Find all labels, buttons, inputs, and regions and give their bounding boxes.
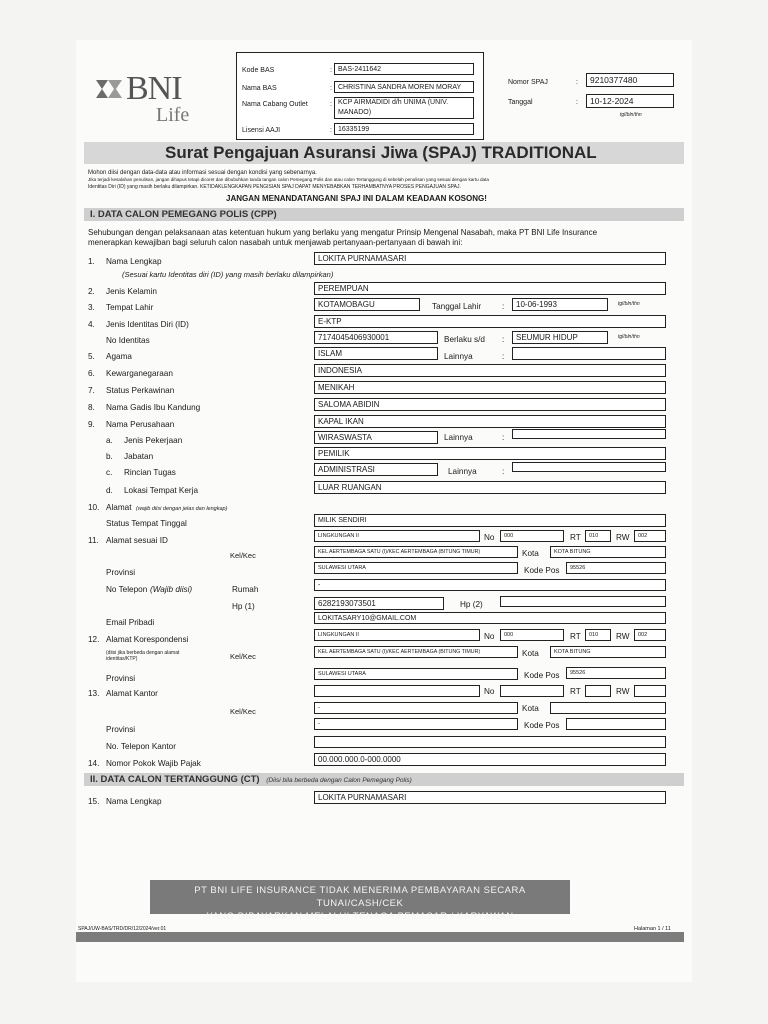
no-label: No xyxy=(484,632,495,641)
alamat-id-field[interactable]: LINGKUNGAN II xyxy=(314,530,480,542)
kantor-kodepos-field[interactable] xyxy=(566,718,666,730)
lainnya-label: Lainnya xyxy=(444,352,473,361)
lokasi-kerja-field[interactable]: LUAR RUANGAN xyxy=(314,481,666,494)
rt-label: RT xyxy=(570,687,581,696)
item-number: 4. xyxy=(88,320,95,329)
no-label: No xyxy=(484,533,495,542)
rumah-label: Rumah xyxy=(232,585,259,594)
nomor-spaj-field[interactable]: 9210377480 xyxy=(586,73,674,87)
rw-label: RW xyxy=(616,632,630,641)
provinsi-label: Provinsi xyxy=(106,568,136,577)
hp1-label: Hp (1) xyxy=(232,602,255,611)
lokasi-kerja-label: Lokasi Tempat Kerja xyxy=(124,486,199,495)
agama-lainnya-field[interactable] xyxy=(512,347,666,360)
pekerjaan-lainnya-field[interactable] xyxy=(512,429,666,439)
nama-bas-label: Nama BAS xyxy=(242,85,277,92)
ct-nama-field[interactable]: LOKITA PURNAMASARI xyxy=(314,791,666,804)
kantor-kelkec-field[interactable]: - xyxy=(314,702,518,714)
korespondensi-rw-field[interactable]: 002 xyxy=(634,629,666,641)
telepon-note: (Wajib diisi) xyxy=(150,585,193,594)
provinsi-label: Provinsi xyxy=(106,725,136,734)
berlaku-label: Berlaku s/d xyxy=(444,335,485,344)
alamat-id-label: Alamat sesuai ID xyxy=(106,536,168,545)
item-number: 15. xyxy=(88,797,100,806)
nama-note: (Sesuai kartu Identitas diri (ID) yang masih berlaku dilampirkan) xyxy=(122,270,334,279)
status-perkawinan-label: Status Perkawinan xyxy=(106,386,175,395)
korespondensi-kelkec-field[interactable]: KEL AERTEMBAGA SATU (I)/KEC AERTEMBAGA (BITUNG TIMUR) xyxy=(314,646,518,658)
alamat-id-no-field[interactable]: 000 xyxy=(500,530,564,542)
hp2-label: Hp (2) xyxy=(460,600,483,609)
section-2-note: (Diisi bila berbeda dengan Calon Pemegang Polis) xyxy=(266,777,412,784)
rt-label: RT xyxy=(570,533,581,542)
item-number: 2. xyxy=(88,287,95,296)
alamat-id-rt-field[interactable]: 010 xyxy=(585,530,611,542)
instruction-line-1: Mohon diisi dengan data-data atau informasi sesuai dengan kondisi yang sebenarnya. xyxy=(88,170,317,176)
lisensi-field[interactable]: 16335199 xyxy=(334,123,474,135)
date-format-hint: tgl/bln/thn xyxy=(618,334,640,340)
item-number: 10. xyxy=(88,503,100,512)
korespondensi-provinsi-field[interactable]: SULAWESI UTARA xyxy=(314,668,518,680)
alamat-id-rw-field[interactable]: 002 xyxy=(634,530,666,542)
kodepos-label: Kode Pos xyxy=(524,671,560,680)
section-1-header: I. DATA CALON PEMEGANG POLIS (CPP) xyxy=(84,208,684,221)
instruction-line-3: Identitas Diri (ID) yang masih berlaku dilampirkan. KETIDAKLENGKAPAN PENGISIAN SPAJ DAPAT MENYEBABKAN TERHAMBATNYA PROSES PENGAJUAN SPAJ. xyxy=(88,184,461,190)
rt-label: RT xyxy=(570,632,581,641)
kantor-kota-field[interactable] xyxy=(550,702,666,714)
kantor-rt-field[interactable] xyxy=(585,685,611,697)
kodepos-label: Kode Pos xyxy=(524,566,560,575)
page-title: Surat Pengajuan Asuransi Jiwa (SPAJ) TRADITIONAL xyxy=(165,143,597,162)
agama-label: Agama xyxy=(106,352,132,361)
rw-label: RW xyxy=(616,533,630,542)
provinsi-label: Provinsi xyxy=(106,674,136,683)
ct-nama-label: Nama Lengkap xyxy=(106,797,162,806)
nama-bas-field[interactable]: CHRISTINA SANDRA MOREN MORAY xyxy=(334,81,474,93)
alamat-id-provinsi-field[interactable]: SULAWESI UTARA xyxy=(314,562,518,574)
sub-item-letter: b. xyxy=(106,452,113,461)
no-label: No xyxy=(484,687,495,696)
kewarganegaraan-label: Kewarganegaraan xyxy=(106,369,173,378)
perusahaan-label: Nama Perusahaan xyxy=(106,420,175,429)
npwp-field[interactable]: 00.000.000.0-000.0000 xyxy=(314,753,666,766)
cabang-label: Nama Cabang Outlet xyxy=(242,101,308,108)
lainnya-label: Lainnya xyxy=(444,433,473,442)
lainnya-label: Lainnya xyxy=(448,467,477,476)
jenis-identitas-label: Jenis Identitas Diri (ID) xyxy=(106,320,189,329)
no-identitas-field[interactable]: 7174045406930001 xyxy=(314,331,438,344)
form-code: SPAJ/UW-BAS/TRD/DR/12/2024/ver.01 xyxy=(78,926,167,932)
section-1-intro-2: menerapkan kewajiban bagi seluruh calon nasabah untuk menjawab pertanyaan-pertanyaan di bawah ini: xyxy=(88,238,463,247)
kantor-rw-field[interactable] xyxy=(634,685,666,697)
banner-line-2: YANG DIBAYARKAN MELALUI TENAGA PEMASAR / KARYAWAN xyxy=(206,911,514,922)
jenis-kelamin-label: Jenis Kelamin xyxy=(106,287,157,296)
telepon-label: No Telepon xyxy=(106,585,148,594)
hp2-field[interactable] xyxy=(500,596,666,607)
instruction-line-2: Jika terjadi kesalahan penulisan, jangan dihapus tetapi dicoret dan dibubuhkan tanda tangan calon Pemegang Polis dan atau calon Tertanggung di sebelah penulisan yang sesuai dengan kartu data xyxy=(88,177,489,182)
korespondensi-rt-field[interactable]: 010 xyxy=(585,629,611,641)
berlaku-field[interactable]: SEUMUR HIDUP xyxy=(512,331,608,344)
banner-line-1: PT BNI LIFE INSURANCE TIDAK MENERIMA PEMBAYARAN SECARA TUNAI/CASH/CEK xyxy=(194,885,526,909)
jenis-identitas-field[interactable]: E-KTP xyxy=(314,315,666,328)
section-2-header xyxy=(84,773,684,786)
kewarganegaraan-field[interactable]: INDONESIA xyxy=(314,364,666,377)
kodepos-label: Kode Pos xyxy=(524,721,560,730)
tempat-lahir-label: Tempat Lahir xyxy=(106,303,154,312)
footer-bar xyxy=(76,932,684,942)
rincian-tugas-field[interactable]: ADMINISTRASI xyxy=(314,463,438,476)
alamat-kantor-label: Alamat Kantor xyxy=(106,689,158,698)
page-number: Halaman 1 / 11 xyxy=(634,926,671,932)
jenis-kelamin-field[interactable]: PEREMPUAN xyxy=(314,282,666,295)
telepon-kantor-field[interactable] xyxy=(314,736,666,748)
item-number: 5. xyxy=(88,352,95,361)
kantor-provinsi-field[interactable]: - xyxy=(314,718,518,730)
tugas-lainnya-field[interactable] xyxy=(512,462,666,472)
npwp-label: Nomor Pokok Wajib Pajak xyxy=(106,759,201,768)
jabatan-field[interactable]: PEMILIK xyxy=(314,447,666,460)
alamat-id-kelkec-field[interactable]: KEL AERTEMBAGA SATU (I)/KEC AERTEMBAGA (BITUNG TIMUR) xyxy=(314,546,518,558)
nama-lengkap-label: Nama Lengkap xyxy=(106,257,162,266)
kode-bas-label: Kode BAS xyxy=(242,67,275,74)
agama-field[interactable]: ISLAM xyxy=(314,347,438,360)
sub-item-letter: c. xyxy=(106,468,113,477)
hp1-field[interactable]: 6282193073501 xyxy=(314,597,444,610)
alamat-label: Alamat xyxy=(106,503,132,512)
date-format-hint: tgl/bln/thn xyxy=(620,112,642,118)
bni-logo-icon xyxy=(94,76,124,102)
kelkec-label: Kel/Kec xyxy=(230,652,256,661)
kode-bas-field[interactable]: BAS-2411642 xyxy=(334,63,474,75)
ibu-kandung-label: Nama Gadis Ibu Kandung xyxy=(106,403,201,412)
item-number: 11. xyxy=(88,536,99,545)
item-number: 3. xyxy=(88,303,95,312)
kantor-alamat-field[interactable] xyxy=(314,685,480,697)
sub-item-letter: d. xyxy=(106,486,113,495)
logo-brand: BNI xyxy=(126,70,182,107)
status-tinggal-field[interactable]: MILIK SENDIRI xyxy=(314,514,666,527)
status-perkawinan-field[interactable]: MENIKAH xyxy=(314,381,666,394)
section-1-intro-1: Sehubungan dengan pelaksanaan atas ketentuan hukum yang berlaku yang mengatur Prinsip Mengenal Nasabah, maka PT BNI Life Insurance xyxy=(88,228,598,237)
item-number: 12. xyxy=(88,635,100,644)
email-label: Email Pribadi xyxy=(106,618,155,627)
cash-warning-banner xyxy=(150,880,570,922)
bni-life-logo xyxy=(92,70,202,130)
item-number: 14. xyxy=(88,759,100,768)
item-number: 9. xyxy=(88,420,95,429)
item-number: 6. xyxy=(88,369,95,378)
ibu-kandung-field[interactable]: SALOMA ABIDIN xyxy=(314,398,666,411)
section-2-title: II. DATA CALON TERTANGGUNG (CT) xyxy=(90,774,260,785)
sub-item-letter: a. xyxy=(106,436,113,445)
perusahaan-field[interactable]: KAPAL IKAN xyxy=(314,415,666,428)
item-number: 8. xyxy=(88,403,95,412)
jabatan-label: Jabatan xyxy=(124,452,154,461)
alamat-id-kodepos-field[interactable]: 95526 xyxy=(566,562,666,574)
kota-label: Kota xyxy=(522,649,539,658)
tanggal-lahir-field[interactable]: 10-06-1993 xyxy=(512,298,608,311)
jenis-pekerjaan-label: Jenis Pekerjaan xyxy=(124,436,183,445)
lisensi-label: Lisensi AAJI xyxy=(242,127,281,134)
cabang-field[interactable]: KCP AIRMADIDI d/h UNIMA (UNIV. MANADO) xyxy=(334,97,474,119)
email-field[interactable]: LOKITASARY10@GMAIL.COM xyxy=(314,612,666,624)
no-identitas-label: No Identitas xyxy=(106,336,150,345)
jenis-pekerjaan-field[interactable]: WIRASWASTA xyxy=(314,431,438,444)
status-tinggal-label: Status Tempat Tinggal xyxy=(106,519,187,528)
rincian-tugas-label: Rincian Tugas xyxy=(124,468,176,477)
item-number: 7. xyxy=(88,386,95,395)
telepon-kantor-label: No. Telepon Kantor xyxy=(106,742,176,751)
alamat-note: (wajib diisi dengan jelas dan lengkap) xyxy=(136,506,228,512)
item-number: 1. xyxy=(88,257,95,266)
alamat-id-kota-field[interactable]: KOTA BITUNG xyxy=(550,546,666,558)
kelkec-label: Kel/Kec xyxy=(230,551,256,560)
date-format-hint: tgl/bln/thn xyxy=(618,301,640,307)
logo-sub: Life xyxy=(156,104,190,126)
korespondensi-alamat-field[interactable]: LINGKUNGAN II xyxy=(314,629,480,641)
tempat-lahir-field[interactable]: KOTAMOBAGU xyxy=(314,298,420,311)
korespondensi-kodepos-field[interactable]: 95526 xyxy=(566,667,666,679)
kota-label: Kota xyxy=(522,549,539,558)
warning-text: JANGAN MENANDATANGANI SPAJ INI DALAM KEADAAN KOSONG! xyxy=(226,194,487,203)
kantor-no-field[interactable] xyxy=(500,685,564,697)
korespondensi-kota-field[interactable]: KOTA BITUNG xyxy=(550,646,666,658)
tanggal-lahir-label: Tanggal Lahir xyxy=(432,302,482,311)
item-number: 13. xyxy=(88,689,100,698)
nama-lengkap-field[interactable]: LOKITA PURNAMASARI xyxy=(314,252,666,265)
rw-label: RW xyxy=(616,687,630,696)
korespondensi-no-field[interactable]: 000 xyxy=(500,629,564,641)
korespondensi-label: Alamat Korespondensi xyxy=(106,635,189,644)
kelkec-label: Kel/Kec xyxy=(230,707,256,716)
tanggal-field[interactable]: 10-12-2024 xyxy=(586,94,674,108)
telepon-rumah-field[interactable]: - xyxy=(314,579,666,591)
korespondensi-note: (diisi jika berbeda dengan alamat identitas/KTP) xyxy=(106,650,180,662)
kota-label: Kota xyxy=(522,704,539,713)
spaj-label: Nomor SPAJ xyxy=(508,79,548,86)
tanggal-label: Tanggal xyxy=(508,99,533,106)
